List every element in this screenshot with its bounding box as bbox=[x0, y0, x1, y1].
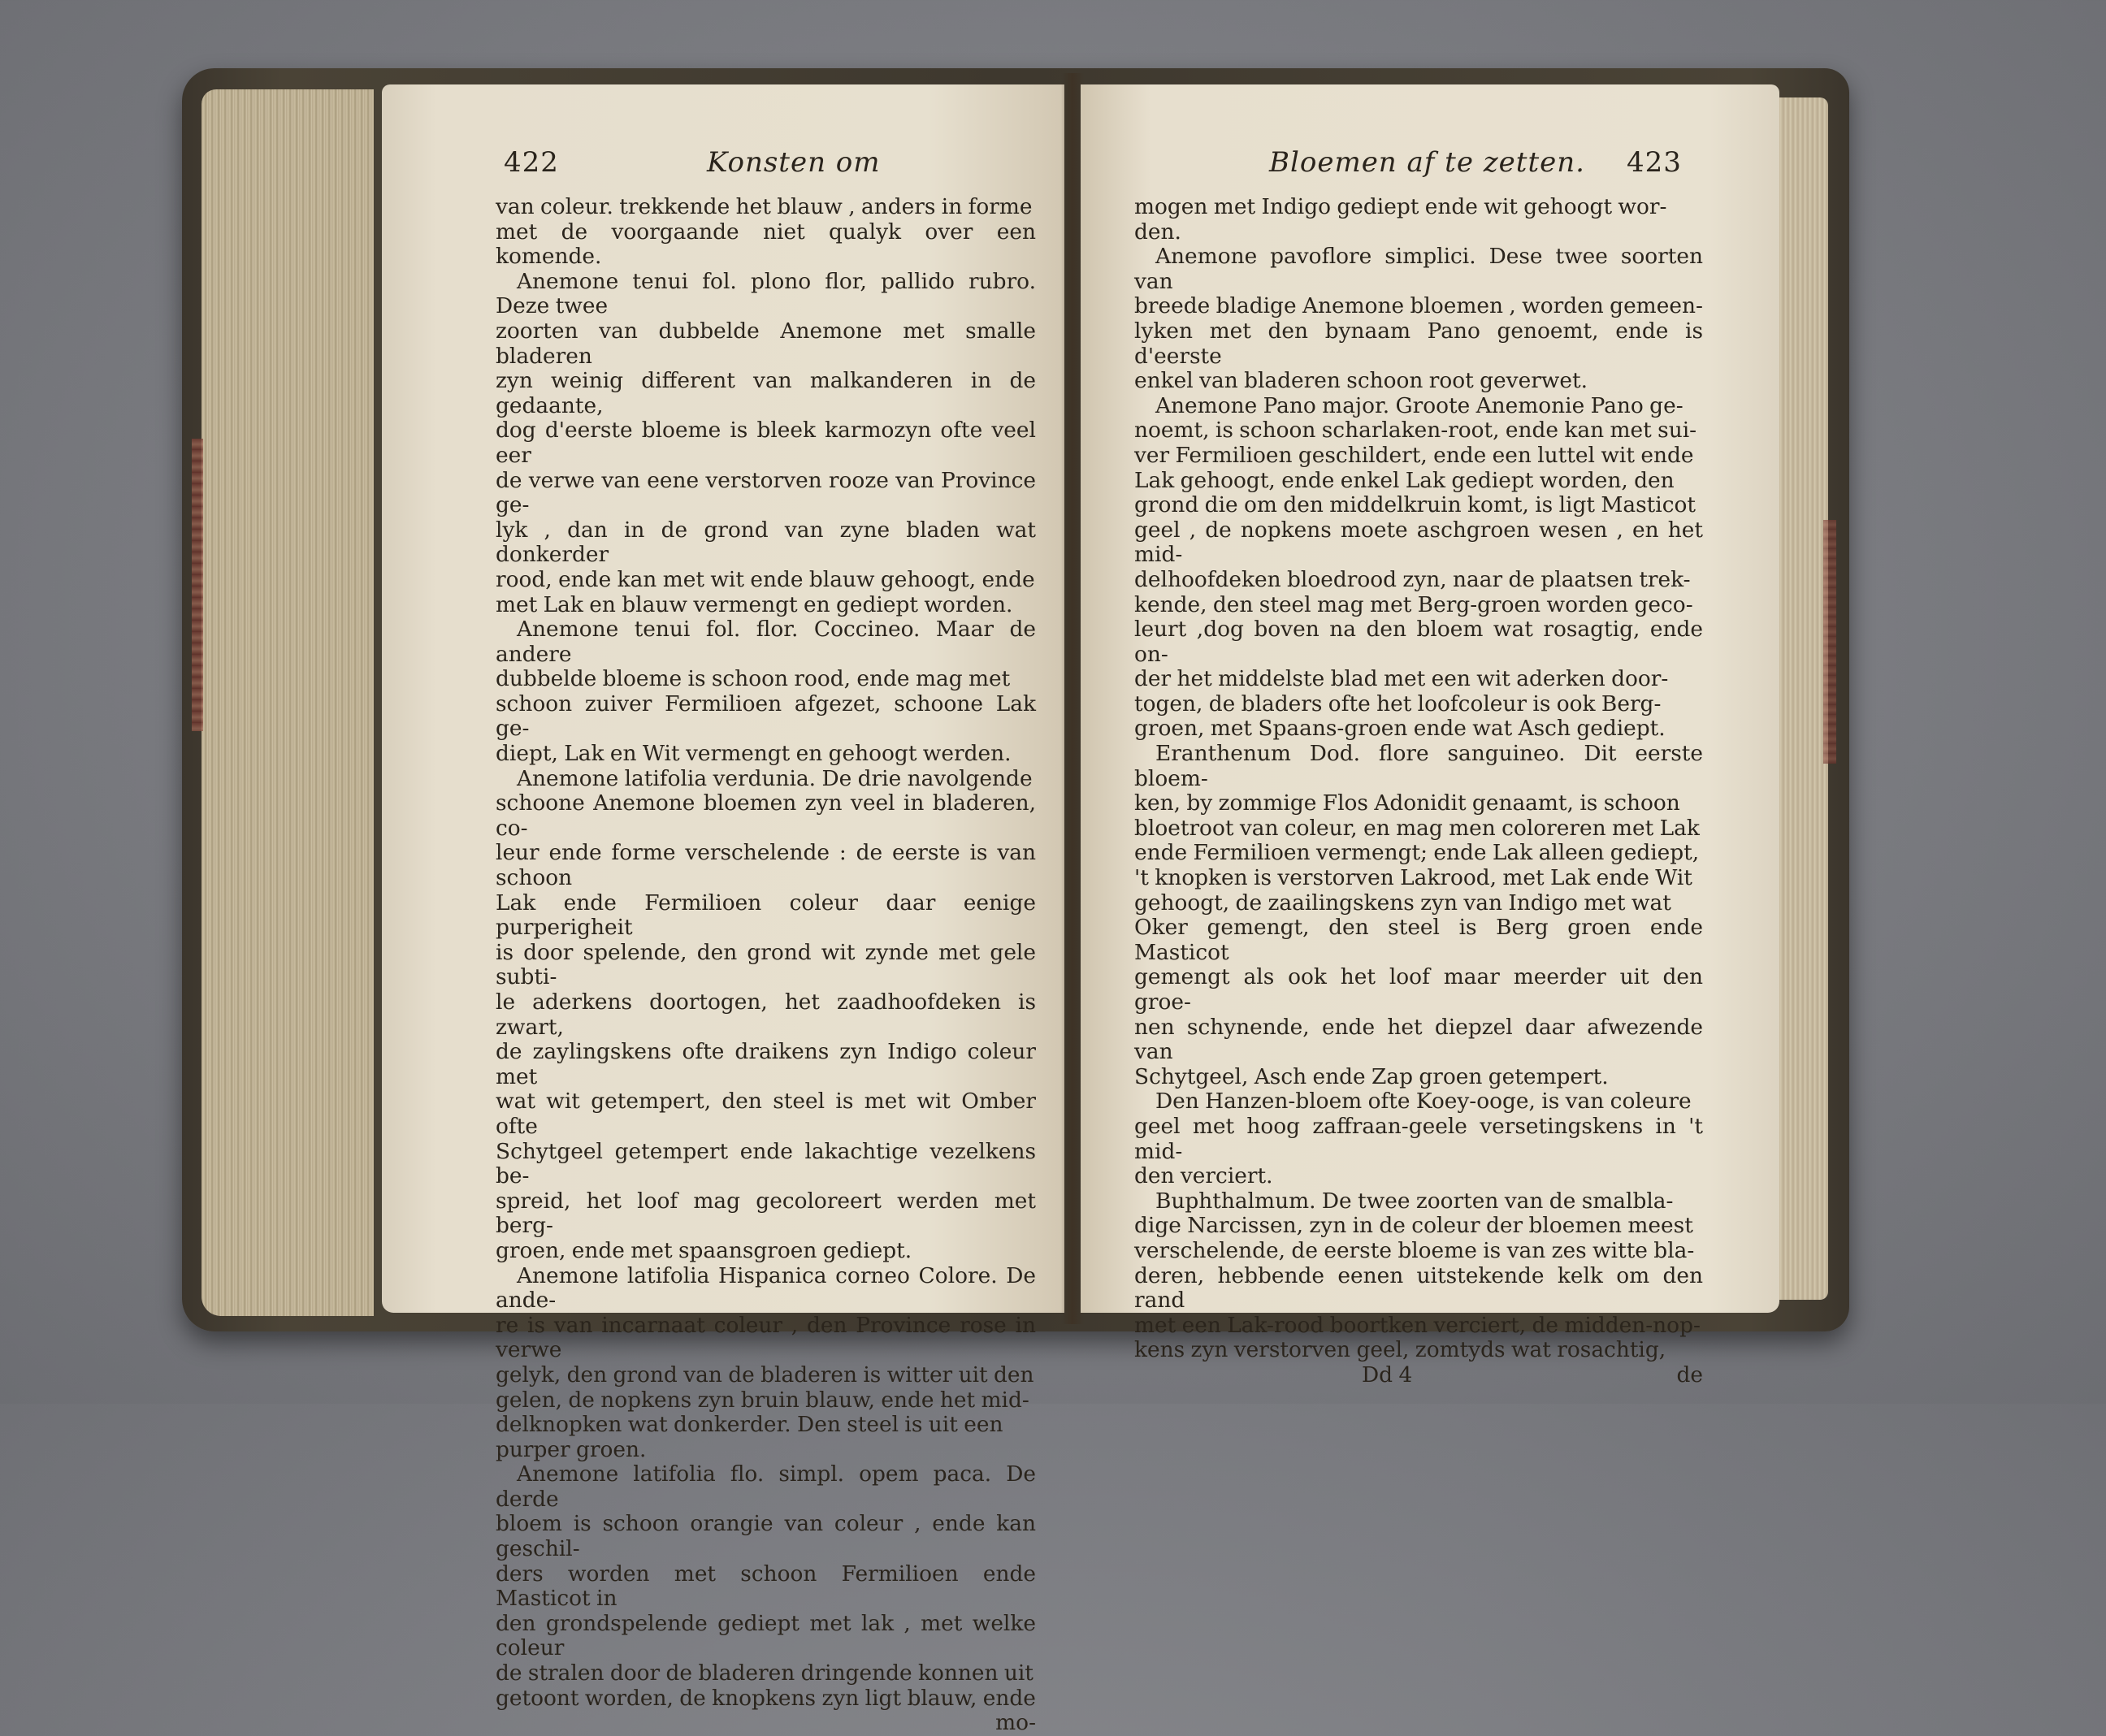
text-line: Anemone pavoflore simplici. Dese twee soorten van bbox=[1134, 244, 1703, 294]
text-line: Anemone latifolia flo. simpl. opem paca. De derde bbox=[496, 1461, 1036, 1512]
text-line: is door spelende, den grond wit zynde met gele subti- bbox=[496, 939, 1036, 990]
text-line: spreid, het loof mag gecoloreert werden met berg- bbox=[496, 1188, 1036, 1239]
text-line: Oker gemengt, den steel is Berg groen ende Masticot bbox=[1134, 915, 1703, 965]
text-line: Buphthalmum. De twee zoorten van de smalbla- bbox=[1155, 1188, 1674, 1214]
text-line: Schytgeel, Asch ende Zap groen getempert. bbox=[1134, 1063, 1609, 1089]
text-line: zyn weinig different van malkanderen in de gedaante, bbox=[496, 368, 1036, 418]
text-line: de zaylingskens ofte draikens zyn Indigo coleur met bbox=[496, 1039, 1036, 1089]
text-line: den. bbox=[1134, 219, 1181, 245]
left-page-header bbox=[504, 146, 1032, 187]
text-line: gelen, de nopkens zyn bruin blauw, ende het mid- bbox=[496, 1387, 1029, 1413]
left-page bbox=[382, 84, 1064, 1736]
text-line: deren, hebbende eenen uitstekende kelk om den rand bbox=[1134, 1262, 1703, 1314]
text-line: getoont worden, de knopkens zyn ligt blauw, ende bbox=[496, 1685, 1036, 1711]
signature-line bbox=[1134, 1363, 1703, 1388]
text-line: kende, den steel mag met Berg-groen worden geco- bbox=[1134, 591, 1693, 617]
text-line: lyken met den bynaam Pano genoemt, ende is d'eerste bbox=[1134, 318, 1703, 369]
text-line: ende Fermilioen vermengt; ende Lak alleen gediept, bbox=[1134, 840, 1700, 866]
text-line: wat wit getempert, den steel is met wit Omber ofte bbox=[496, 1089, 1036, 1139]
page-edges-left bbox=[202, 89, 374, 1316]
text-line: bloetroot van coleur, en mag men coloreren met Lak bbox=[1134, 815, 1700, 841]
text-line: mogen met Indigo gediept ende wit gehoogt wor- bbox=[1134, 194, 1667, 219]
text-line: dog d'eerste bloeme is bleek karmozyn ofte veel eer bbox=[496, 418, 1036, 468]
text-line: de stralen door de bladeren dringende konnen uit bbox=[496, 1660, 1034, 1686]
text-line: Den Hanzen-bloem ofte Koey-ooge, is van coleure bbox=[1155, 1089, 1692, 1115]
right-page-header bbox=[1269, 146, 1724, 187]
text-line: purper groen. bbox=[496, 1436, 647, 1462]
text-line: lyk , dan in de grond van zyne bladen wat donkerder bbox=[496, 517, 1036, 568]
ribbon-marker-left bbox=[192, 439, 203, 731]
text-line: leurt ,dog boven na den bloem wat rosagtig, ende on- bbox=[1134, 617, 1703, 667]
text-line: delknopken wat donkerder. Den steel is uit een bbox=[496, 1412, 1003, 1438]
text-line: grond die om den middelkruin komt, is ligt Masticot bbox=[1134, 492, 1696, 518]
text-line: ders worden met schoon Fermilioen ende Masticot in bbox=[496, 1561, 1036, 1612]
text-line: groen, ende met spaansgroen gediept. bbox=[496, 1237, 912, 1263]
page-edges-right bbox=[1771, 97, 1828, 1300]
text-line: groen, met Spaans-groen ende wat Asch gediept. bbox=[1134, 716, 1666, 742]
text-line: geel , de nopkens moete aschgroen wesen , en het mid- bbox=[1134, 517, 1703, 568]
text-line: Anemone latifolia verdunia. De drie navolgende bbox=[517, 765, 1033, 791]
text-line: schoon zuiver Fermilioen afgezet, schoone Lak ge- bbox=[496, 691, 1036, 742]
text-line: geel met hoog zaffraan-geele versetingskens in 't mid- bbox=[1134, 1113, 1703, 1164]
text-line: breede bladige Anemone bloemen , worden gemeen- bbox=[1134, 293, 1703, 319]
text-line: dubbelde bloeme is schoon rood, ende mag met bbox=[496, 666, 1011, 692]
text-line: 't knopken is verstorven Lakrood, met Lak ende Wit bbox=[1134, 865, 1692, 891]
text-line: Lak gehoogt, ende enkel Lak gediept worden, den bbox=[1134, 467, 1675, 493]
text-line: kens zyn verstorven geel, zomtyds wat rosachtig, bbox=[1134, 1337, 1666, 1363]
right-page bbox=[1081, 84, 1779, 1388]
text-line: ver Fermilioen geschildert, ende een luttel wit ende bbox=[1134, 442, 1694, 468]
text-line: leur ende forme verschelende : de eerste is van schoon bbox=[496, 840, 1036, 891]
left-running-title: Konsten om bbox=[707, 146, 881, 179]
ribbon-marker-right bbox=[1823, 520, 1836, 764]
text-line: delhoofdeken bloedrood zyn, naar de plaatsen trek- bbox=[1134, 566, 1691, 592]
catchword: mo- bbox=[995, 1710, 1036, 1736]
text-line: nen schynende, ende het diepzel daar afwezende van bbox=[1134, 1014, 1703, 1065]
text-line: bloem is schoon orangie van coleur , ende kan geschil- bbox=[496, 1511, 1036, 1562]
text-line: Lak ende Fermilioen coleur daar eenige purperigheit bbox=[496, 890, 1036, 941]
signature-mark: Dd 4 bbox=[1362, 1362, 1413, 1388]
text-line: enkel van bladeren schoon root geverwet. bbox=[1134, 368, 1588, 394]
text-line: den verciert. bbox=[1134, 1163, 1273, 1189]
text-line: met de voorgaande niet qualyk over een komende. bbox=[496, 219, 1036, 270]
catchword: de bbox=[1676, 1362, 1703, 1388]
text-line: verschelende, de eerste bloeme is van zes witte bla- bbox=[1134, 1237, 1695, 1263]
text-line: der het middelste blad met een wit aderken door- bbox=[1134, 666, 1669, 692]
text-line: Anemone Pano major. Groote Anemonie Pano ge- bbox=[1155, 392, 1684, 418]
text-line: schoone Anemone bloemen zyn veel in bladeren, co- bbox=[496, 790, 1036, 841]
text-line: diept, Lak en Wit vermengt en gehoogt werden. bbox=[496, 741, 1012, 767]
text-line: de verwe van eene verstorven rooze van Province ge- bbox=[496, 467, 1036, 518]
text-line: re is van incarnaat coleur , den Province rose in verwe bbox=[496, 1312, 1036, 1363]
text-line: le aderkens doortogen, het zaadhoofdeken is zwart, bbox=[496, 989, 1036, 1040]
text-line: van coleur. trekkende het blauw , anders in forme bbox=[496, 194, 1033, 219]
text-line: gehoogt, de zaailingskens zyn van Indigo met wat bbox=[1134, 890, 1671, 916]
text-line: Anemone tenui fol. flor. Coccineo. Maar de andere bbox=[496, 617, 1036, 667]
text-line: gelyk, den grond van de bladeren is witter uit den bbox=[496, 1362, 1034, 1388]
right-page-number: 423 bbox=[1627, 146, 1682, 179]
text-line: rood, ende kan met wit ende blauw gehoogt, ende bbox=[496, 566, 1035, 592]
text-line: Anemone tenui fol. plono flor, pallido rubro. Deze twee bbox=[496, 268, 1036, 319]
text-line: Eranthenum Dod. flore sanguineo. Dit eerste bloem- bbox=[1134, 741, 1703, 791]
text-line: zoorten van dubbelde Anemone met smalle bladeren bbox=[496, 318, 1036, 369]
right-page-text bbox=[1134, 195, 1703, 1388]
text-line: Schytgeel getempert ende lakachtige vezelkens be- bbox=[496, 1138, 1036, 1189]
text-line: togen, de bladers ofte het loofcoleur is ook Berg- bbox=[1134, 691, 1662, 716]
text-line: dige Narcissen, zyn in de coleur der bloemen meest bbox=[1134, 1213, 1693, 1239]
left-page-text bbox=[496, 195, 1036, 1736]
text-line: met Lak en blauw vermengt en gediept worden. bbox=[496, 591, 1013, 617]
text-line: gemengt als ook het loof maar meerder uit den groe- bbox=[1134, 964, 1703, 1015]
text-line: noemt, is schoon scharlaken-root, ende kan met sui- bbox=[1134, 418, 1697, 444]
left-page-number: 422 bbox=[504, 146, 559, 179]
text-line: Anemone latifolia Hispanica corneo Colore. De ande- bbox=[496, 1262, 1036, 1314]
text-line: met een Lak-rood boortken verciert, de midden-nop- bbox=[1134, 1312, 1701, 1338]
text-line: den grondspelende gediept met lak , met welke coleur bbox=[496, 1610, 1036, 1661]
text-line: ken, by zommige Flos Adonidit genaamt, is schoon bbox=[1134, 790, 1680, 816]
right-running-title: Bloemen af te zetten. bbox=[1269, 146, 1585, 179]
